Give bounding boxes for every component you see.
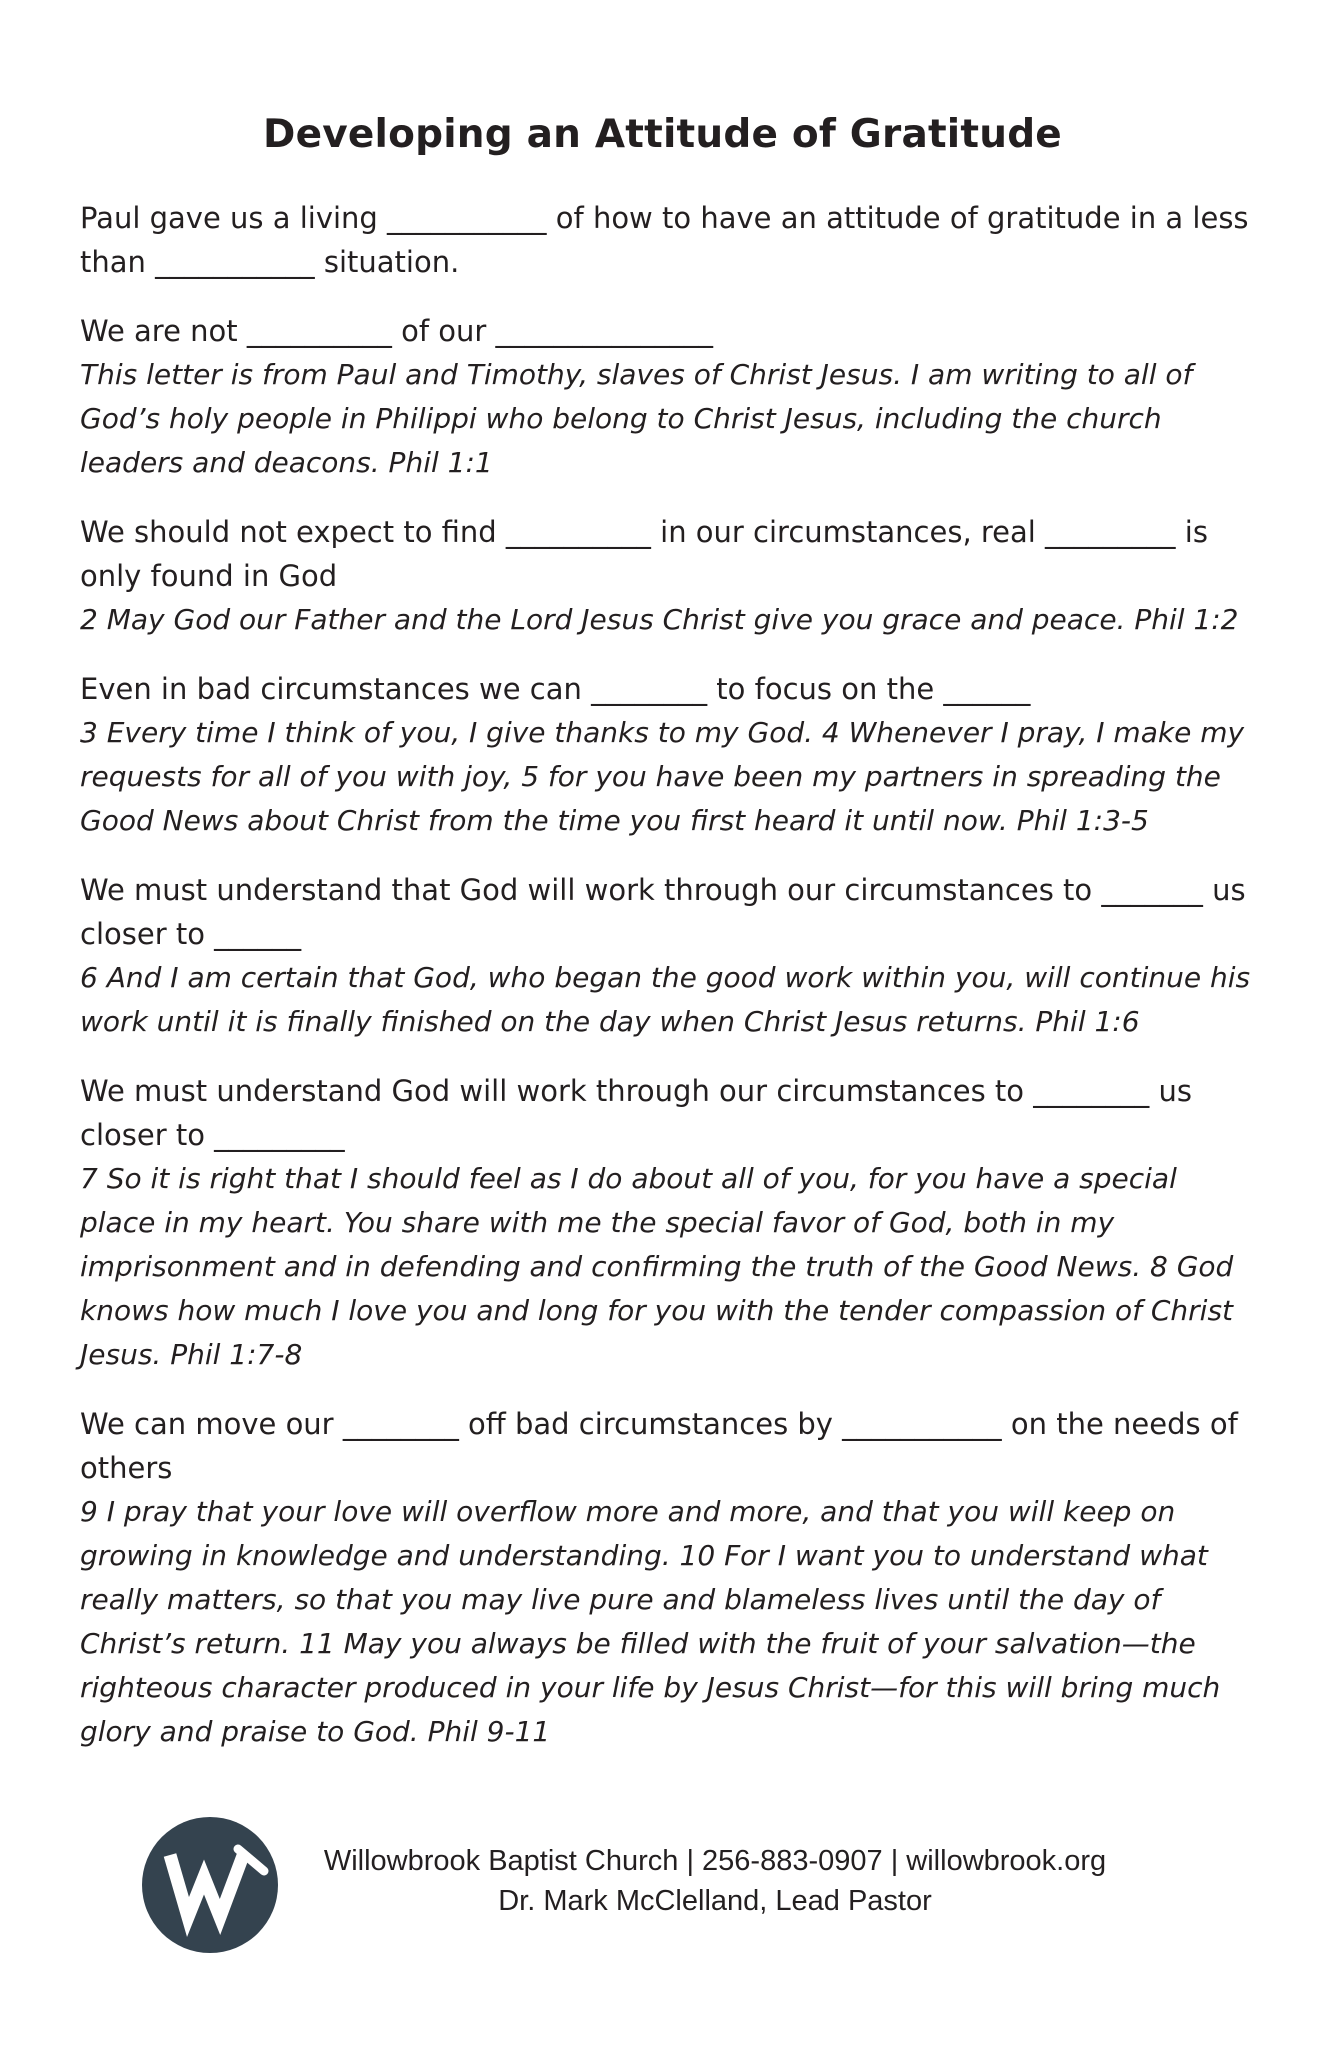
- section-statement: We must understand that God will work through our circumstances to _______ us closer to ______: [80, 873, 1246, 951]
- scripture-verse: 3 Every time I think of you, I give thanks to my God. 4 Whenever I pray, I make my requests for all of you with joy, 5 for you have been my partners in spreading the Good News about Christ from the time you first heard it until now. Phil 1:3-5: [80, 716, 1245, 837]
- pastor-line: Dr. Mark McClelland, Lead Pastor: [498, 1885, 932, 1917]
- page-title: Developing an Attitude of Gratitude: [263, 112, 1062, 157]
- section-statement: We are not __________ of our _______________: [80, 314, 714, 348]
- scripture-verse: 9 I pray that your love will overflow more and more, and that you will keep on growing in knowledge and understanding. 10 For I want you to understand what really matters, so that you may live pure and blameless lives until the day of Christ’s return. 11 May you always be filled with the fruit of your salvation—the righteous character produced in your life by Jesus Christ—for this will bring much glory and praise to God. Phil 9-11: [80, 1495, 1221, 1748]
- section-statement: We should not expect to find __________ in our circumstances, real _________ is only found in God: [80, 515, 1208, 593]
- section-statement: Paul gave us a living ___________ of how to have an attitude of gratitude in a less than ___________ situation.: [80, 201, 1249, 279]
- church-contact-line: Willowbrook Baptist Church | 256-883-0907 | willowbrook.org: [323, 1845, 1107, 1877]
- scripture-verse: 2 May God our Father and the Lord Jesus Christ give you grace and peace. Phil 1:2: [80, 603, 1239, 636]
- section-7: [80, 1402, 1260, 1754]
- section-3: [80, 510, 1260, 642]
- section-statement: Even in bad circumstances we can ________ to focus on the ______: [80, 672, 1031, 706]
- section-2: [80, 309, 1260, 485]
- section-statement: We can move our ________ off bad circumstances by ___________ on the needs of others: [80, 1407, 1238, 1485]
- scripture-verse: 6 And I am certain that God, who began the good work within you, will continue his work until it is finally finished on the day when Christ Jesus returns. Phil 1:6: [80, 961, 1251, 1038]
- section-statement: We must understand God will work through our circumstances to ________ us closer to _________: [80, 1074, 1192, 1152]
- section-6: [80, 1069, 1260, 1377]
- content-body: [80, 196, 1260, 1779]
- scripture-verse: This letter is from Paul and Timothy, slaves of Christ Jesus. I am writing to all of God’s holy people in Philippi who belong to Christ Jesus, including the church leaders and deacons. Phil 1:1: [80, 358, 1193, 479]
- scripture-verse: 7 So it is right that I should feel as I do about all of you, for you have a special place in my heart. You share with me the special favor of God, both in my imprisonment and in defending and confirming the truth of the Good News. 8 God knows how much I love you and long for you with the tender compassion of Christ Jesus. Phil 1:7-8: [80, 1162, 1234, 1371]
- section-5: [80, 868, 1260, 1044]
- footer-text: [300, 1841, 1130, 1921]
- section-4: [80, 667, 1260, 843]
- willowbrook-w-logo-icon: [140, 1815, 280, 1955]
- church-footer: [140, 1815, 1190, 1965]
- section-1: [80, 196, 1260, 284]
